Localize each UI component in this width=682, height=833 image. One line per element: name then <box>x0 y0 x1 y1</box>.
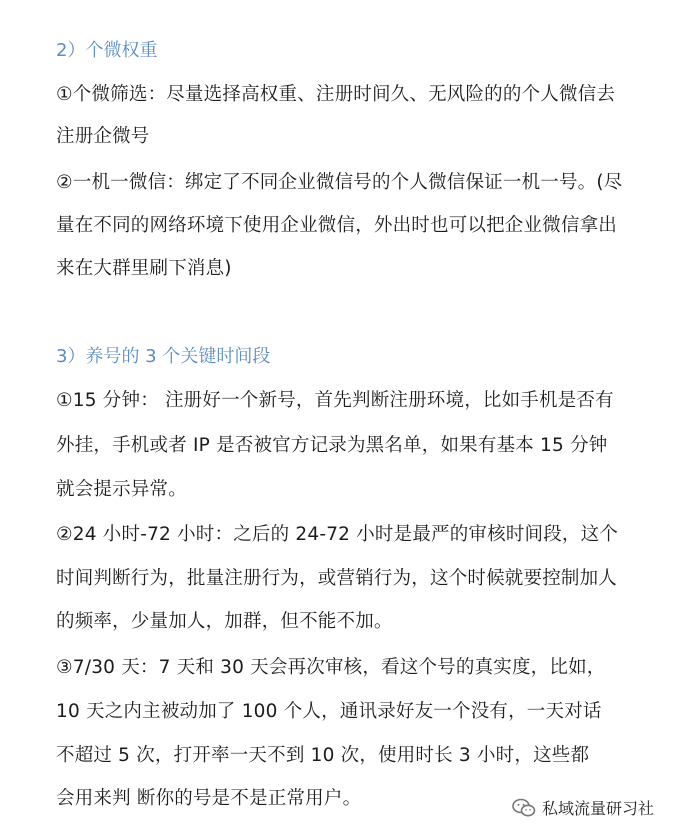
paragraph-line: ①15 分钟： 注册好一个新号，首先判断注册环境，比如手机是否有 <box>56 390 614 411</box>
paragraph-line: 外挂，手机或者 IP 是否被官方记录为黑名单，如果有基本 15 分钟 <box>56 435 608 456</box>
paragraph-line: 会用来判 断你的号是不是正常用户。 <box>56 788 362 809</box>
paragraph-line: ③7/30 天：7 天和 30 天会再次审核，看这个号的真实度，比如， <box>56 657 606 678</box>
paragraph-line: 的频率，少量加人，加群，但不能不加。 <box>56 611 393 632</box>
watermark-text: 私域流量研习社 <box>541 799 654 818</box>
section-heading: 2）个微权重 <box>56 40 158 61</box>
section-heading: 3）养号的 3 个关键时间段 <box>56 346 271 367</box>
paragraph-line: 不超过 5 次，打开率一天不到 10 次，使用时长 3 小时，这些都 <box>56 745 590 766</box>
paragraph-line: ②24 小时-72 小时：之后的 24-72 小时是最严的审核时间段，这个 <box>56 524 619 545</box>
paragraph-line: 就会提示异常。 <box>56 479 187 500</box>
paragraph-line: 量在不同的网络环境下使用企业微信，外出时也可以把企业微信拿出 <box>56 215 618 236</box>
paragraph-line: 10 天之内主被动加了 100 个人，通讯录好友一个没有，一天对话 <box>56 701 602 722</box>
paragraph-line: ①个微筛选：尽量选择高权重、注册时间久、无风险的的个人微信去 <box>56 84 616 105</box>
paragraph-line: 来在大群里刷下消息) <box>56 258 232 279</box>
paragraph-line: ②一机一微信：绑定了不同企业微信号的个人微信保证一机一号。(尽 <box>56 172 623 193</box>
paragraph-line: 注册企微号 <box>56 126 150 147</box>
watermark <box>512 796 654 819</box>
paragraph-line: 时间判断行为，批量注册行为，或营销行为，这个时候就要控制加人 <box>56 568 618 589</box>
wechat-icon <box>512 798 536 818</box>
